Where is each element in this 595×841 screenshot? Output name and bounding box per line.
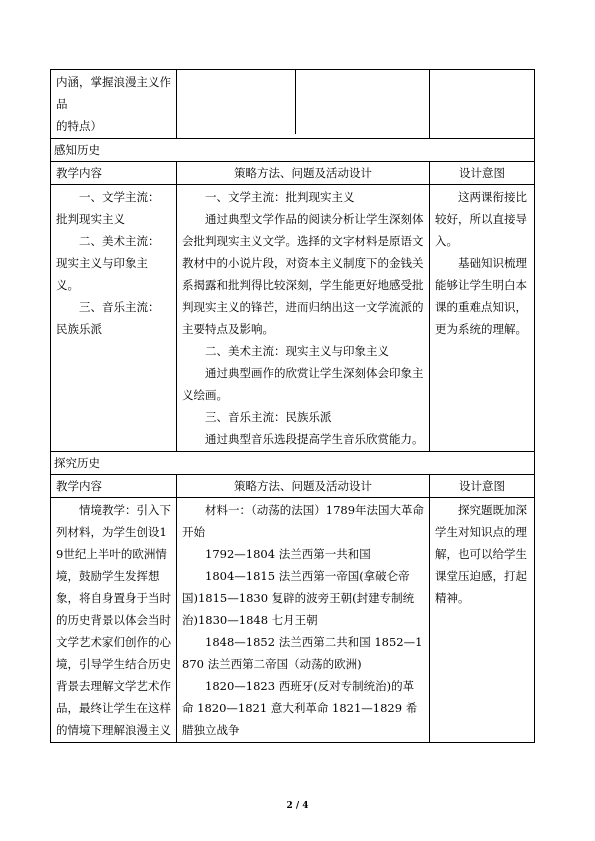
section1-body-row bbox=[51, 185, 535, 452]
content-line: 现实主义与印象主 bbox=[56, 256, 148, 270]
section1-intent-cell bbox=[430, 185, 535, 452]
continuation-empty-cell bbox=[177, 70, 430, 139]
material-line: 1820—1823 西班牙(反对专制统治)的革命 1820—1821 意大利革命 1821—1829 希腊独立战争 bbox=[182, 679, 418, 737]
material-line: 1848—1852 法兰西第二共和国 1852—1870 法兰西第二帝国（动荡的欧洲) bbox=[182, 635, 423, 671]
continuation-line: 内涵，掌握浪漫主义作品 bbox=[56, 75, 171, 111]
header-strategy: 策略方法、问题及活动设计 bbox=[177, 162, 430, 185]
lesson-plan-table bbox=[50, 69, 535, 743]
page-number: 2 / 4 bbox=[286, 801, 309, 811]
intent-paragraph: 基础知识梳理能够让学生明白本课的重难点知识，更为系统的理解。 bbox=[435, 256, 527, 336]
section2-body-row bbox=[51, 498, 535, 743]
continuation-line: 的特点） bbox=[56, 119, 102, 133]
strategy-heading: 三、音乐主流：民族乐派 bbox=[205, 410, 332, 424]
section-title: 感知历史 bbox=[51, 139, 535, 162]
content-line: 三、音乐主流： bbox=[79, 300, 160, 314]
intent-paragraph: 探究题既加深学生对知识点的理解，也可以给学生课堂压迫感，打起精神。 bbox=[435, 503, 527, 605]
content-line: 批判现实主义 bbox=[56, 212, 125, 226]
section1-content-cell bbox=[51, 185, 177, 452]
strategy-paragraph: 通过典型画作的欣赏让学生深刻体会印象主义绘画。 bbox=[182, 366, 424, 402]
content-paragraph: 情境教学：引入下列材料，为学生创设19世纪上半叶的欧洲情境，鼓励学生发挥想象，将自身置身于当时的历史背景以体会当时文学艺术家们创作的心境，引导学生结合历史背景去理解文学艺术作品，最终让学生在这样的情境下理解浪漫主义 bbox=[56, 503, 171, 737]
intent-paragraph: 这两课衔接比较好，所以直接导入。 bbox=[435, 190, 527, 248]
section-title-row bbox=[51, 452, 535, 475]
strategy-paragraph: 通过典型文学作品的阅读分析让学生深刻体会批判现实主义文学。选择的文字材料是原语文教材中的小说片段，对资本主义制度下的金钱关系揭露和批判得比较深刻，学生能更好地感受批判现实主义的锋芒，进而归纳出这一文学流派的主要特点及影响。 bbox=[182, 212, 424, 336]
content-line: 一、文学主流： bbox=[79, 190, 160, 204]
section1-strategy-cell bbox=[177, 185, 430, 452]
header-content: 教学内容 bbox=[51, 475, 177, 498]
header-row bbox=[51, 162, 535, 185]
material-line: 材料一：（动荡的法国）1789年法国大革命开始 bbox=[182, 503, 425, 539]
section2-content-cell bbox=[51, 498, 177, 743]
header-content: 教学内容 bbox=[51, 162, 177, 185]
header-intent: 设计意图 bbox=[430, 162, 535, 185]
material-line: 1804—1815 法兰西第一帝国(拿破仑帝国)1815—1830 复辟的波旁王朝(封建专制统治)1830—1848 七月王朝 bbox=[182, 569, 415, 627]
strategy-paragraph: 通过典型音乐选段提高学生音乐欣赏能力。 bbox=[205, 432, 424, 446]
section-title-row bbox=[51, 139, 535, 162]
section-title: 探究历史 bbox=[51, 452, 535, 475]
strategy-heading: 一、文学主流：批判现实主义 bbox=[205, 190, 355, 204]
header-row bbox=[51, 475, 535, 498]
content-line: 民族乐派 bbox=[56, 322, 102, 336]
section2-intent-cell bbox=[430, 498, 535, 743]
material-line: 1792—1804 法兰西第一共和国 bbox=[205, 547, 371, 561]
page bbox=[50, 69, 534, 743]
header-intent: 设计意图 bbox=[430, 475, 535, 498]
strategy-heading: 二、美术主流：现实主义与印象主义 bbox=[205, 344, 389, 358]
content-line: 义。 bbox=[56, 278, 79, 292]
section2-strategy-cell bbox=[177, 498, 430, 743]
continuation-content-cell bbox=[51, 70, 177, 139]
continuation-intent-cell bbox=[430, 70, 535, 139]
continuation-row bbox=[51, 70, 535, 139]
content-line: 二、美术主流： bbox=[79, 234, 160, 248]
header-strategy: 策略方法、问题及活动设计 bbox=[177, 475, 430, 498]
